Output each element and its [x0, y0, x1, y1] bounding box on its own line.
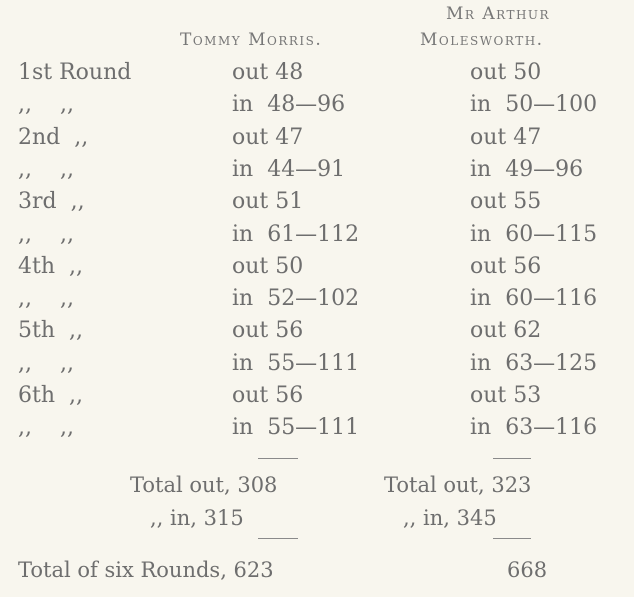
rule-molesworth-subtotal	[493, 458, 531, 459]
morris-score: out 48	[232, 60, 304, 85]
morris-score: out 56	[232, 383, 304, 408]
header-molesworth-line2: Molesworth.	[420, 30, 544, 50]
morris-score: out 47	[232, 124, 304, 150]
molesworth-score: in 63—125	[470, 350, 598, 376]
round-label: 6th ,,	[18, 383, 83, 408]
morris-score: in 55—111	[232, 415, 360, 441]
score-row	[0, 415, 634, 451]
molesworth-score: out 50	[470, 60, 542, 85]
molesworth-score: in 50—100	[470, 92, 598, 118]
morris-total-in: ,, in, 315	[150, 506, 244, 530]
morris-score: in 48—96	[232, 92, 346, 118]
score-row	[0, 383, 634, 419]
rule-morris-subtotal	[258, 458, 298, 459]
morris-score: in 61—112	[232, 221, 360, 247]
round-label: ,, ,,	[18, 92, 74, 118]
morris-score: in 44—91	[232, 156, 346, 182]
molesworth-score: in 60—115	[470, 221, 598, 247]
score-row	[0, 351, 634, 387]
morris-score: in 52—102	[232, 286, 360, 312]
score-row	[0, 222, 634, 258]
score-row	[0, 157, 634, 193]
molesworth-total-in: ,, in, 345	[403, 506, 497, 530]
morris-score: out 50	[232, 253, 304, 279]
molesworth-total-out: Total out, 323	[384, 473, 532, 497]
score-row	[0, 286, 634, 322]
score-row	[0, 92, 634, 128]
score-row	[0, 125, 634, 161]
score-row	[0, 60, 634, 96]
grand-total-morris: Total of six Rounds, 623	[18, 558, 274, 582]
morris-score: out 56	[232, 318, 304, 344]
molesworth-score: in 49—96	[470, 156, 584, 182]
molesworth-score: out 55	[470, 189, 542, 215]
morris-score: in 55—111	[232, 350, 360, 376]
round-label: ,, ,,	[18, 156, 74, 182]
molesworth-score: out 62	[470, 318, 542, 344]
header-molesworth-line1: Mr Arthur	[446, 4, 551, 24]
round-label: ,, ,,	[18, 415, 74, 441]
score-row	[0, 254, 634, 290]
score-row	[0, 318, 634, 354]
morris-total-out: Total out, 308	[130, 473, 278, 497]
round-label: ,, ,,	[18, 221, 74, 247]
header-tommy-morris: Tommy Morris.	[180, 30, 323, 50]
round-label: 1st Round	[18, 60, 132, 85]
score-row	[0, 189, 634, 225]
molesworth-score: out 53	[470, 383, 542, 408]
round-label: ,, ,,	[18, 350, 74, 376]
grand-total-molesworth: 668	[507, 558, 548, 582]
rule-molesworth-total	[493, 538, 531, 539]
molesworth-score: out 47	[470, 124, 542, 150]
round-label: 4th ,,	[18, 253, 83, 279]
molesworth-score: out 56	[470, 253, 542, 279]
round-label: 2nd ,,	[18, 124, 89, 150]
round-label: 3rd ,,	[18, 189, 85, 215]
round-label: 5th ,,	[18, 318, 83, 344]
molesworth-score: in 60—116	[470, 286, 598, 312]
round-label: ,, ,,	[18, 286, 74, 312]
molesworth-score: in 63—116	[470, 415, 598, 441]
rule-morris-total	[258, 538, 298, 539]
morris-score: out 51	[232, 189, 304, 215]
